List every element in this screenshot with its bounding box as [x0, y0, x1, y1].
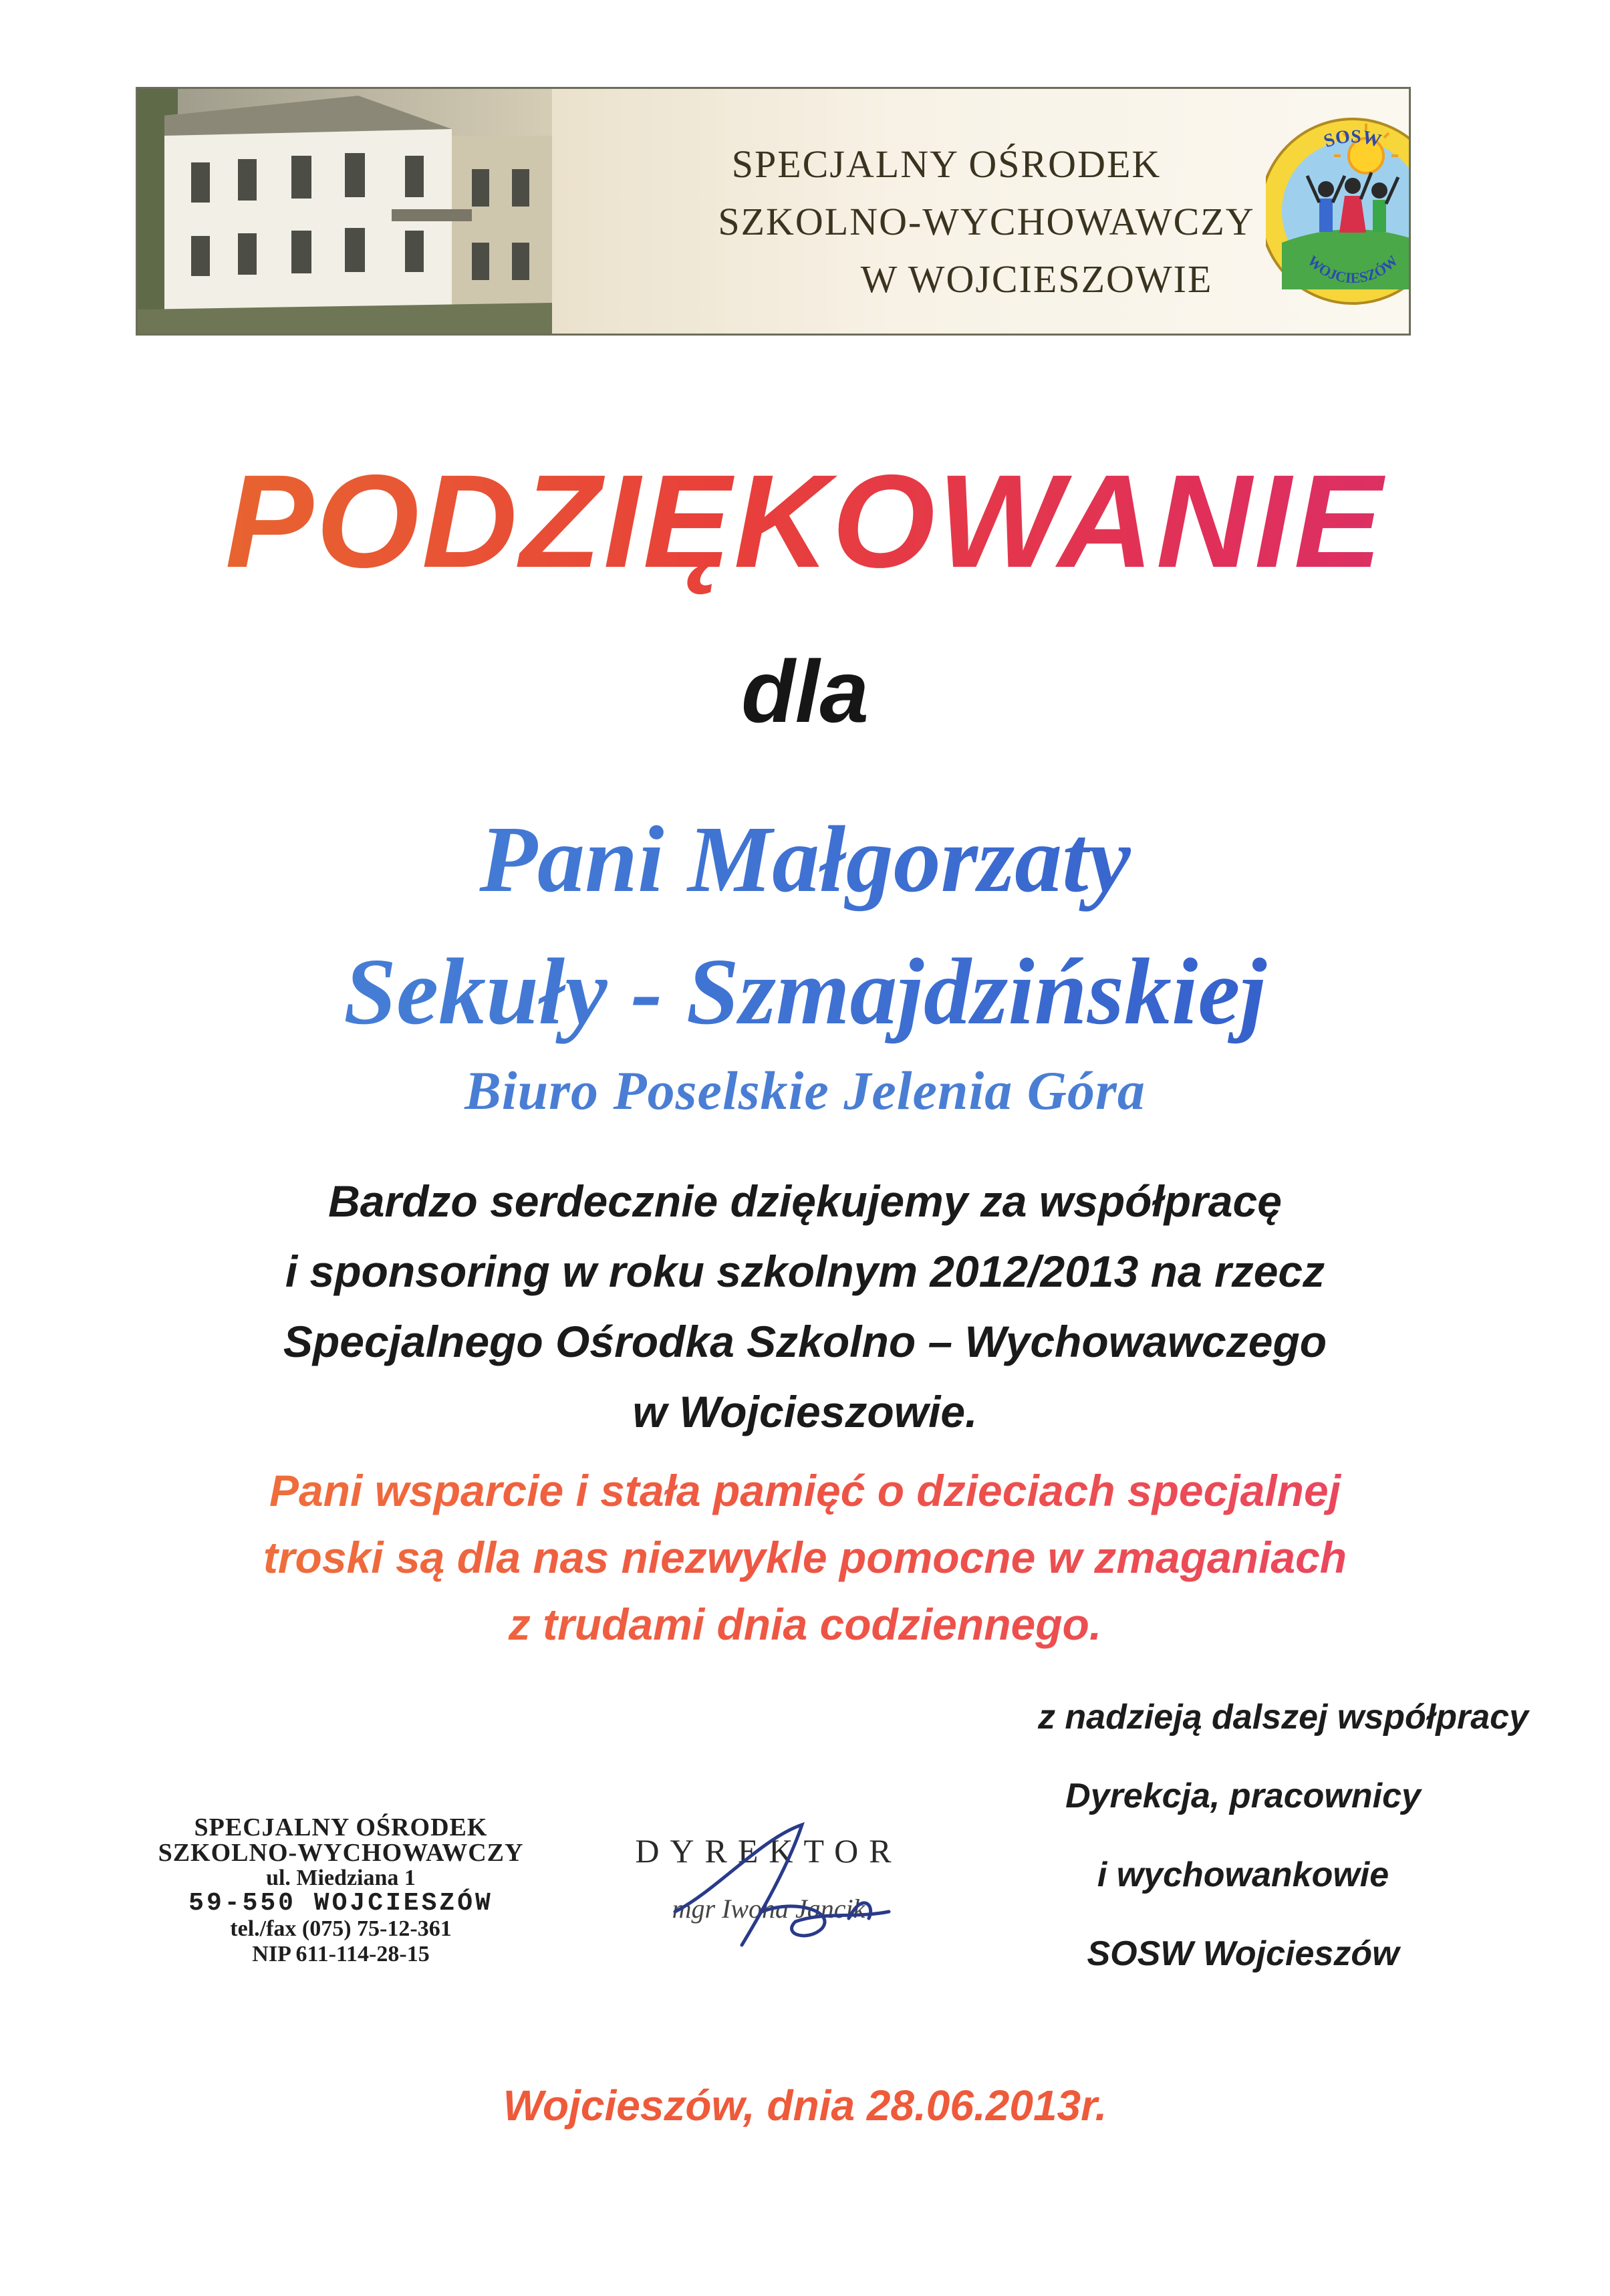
thanks-line: Bardzo serdecznie dziękujemy za współpracę: [328, 1176, 1282, 1226]
banner-line-2: SZKOLNO-WYCHOWAWCZY: [718, 200, 1255, 243]
stamp-line: NIP 611-114-28-15: [252, 1942, 430, 1966]
support-line: Pani wsparcie i stała pamięć o dzieciach specjalnej: [269, 1466, 1341, 1515]
school-logo-icon: [1266, 89, 1411, 334]
closing-line: SOSW Wojcieszów: [1087, 1934, 1399, 1973]
thanks-line: i sponsoring w roku szkolnym 2012/2013 na rzecz: [285, 1247, 1325, 1296]
school-name-banner: [712, 136, 1260, 308]
recipient-name-line-1: Pani Małgorzaty: [0, 802, 1610, 916]
school-building-photo: [138, 89, 552, 334]
for-word: dla: [741, 642, 869, 741]
recipient-office: Biuro Poselskie Jelenia Góra: [464, 1060, 1146, 1121]
director-role: DYREKTOR: [635, 1832, 902, 1870]
closing-signoff: [949, 1678, 1537, 1993]
closing-line: Dyrekcja, pracownicy: [1065, 1777, 1421, 1815]
stamp-line: 59-550 WOJCIESZÓW: [188, 1889, 493, 1918]
closing-line: z nadzieją dalszej współpracy: [1037, 1698, 1529, 1737]
stamp-line: ul. Miedziana 1: [266, 1866, 416, 1890]
thanks-line: Specjalnego Ośrodka Szkolno – Wychowawczego: [283, 1317, 1327, 1366]
thanks-paragraph: [0, 1166, 1610, 1447]
header-banner: [136, 87, 1411, 336]
stamp-line: SPECJALNY OŚRODEK: [194, 1813, 488, 1841]
recipient-name-line-2: Sekuły - Szmajdzińskiej: [0, 934, 1610, 1048]
logo-top-text: SOSW: [1321, 126, 1383, 152]
signature-icon: [662, 1811, 902, 1965]
director-name: mgr Iwona Jancik: [672, 1894, 865, 1924]
issue-date: Wojcieszów, dnia 28.06.2013r.: [503, 2081, 1107, 2130]
closing-line: i wychowankowie: [1097, 1856, 1389, 1894]
banner-line-3: W WOJCIESZOWIE: [860, 257, 1213, 301]
certificate-title: PODZIĘKOWANIE: [0, 448, 1610, 595]
stamp-line: tel./fax (075) 75-12-361: [230, 1916, 452, 1941]
logo-bottom-text: WOJCIESZÓW: [1304, 252, 1401, 287]
banner-line-1: SPECJALNY OŚRODEK: [731, 142, 1162, 186]
school-stamp: [154, 1815, 528, 1967]
support-paragraph: [0, 1457, 1610, 1658]
stamp-line: SZKOLNO-WYCHOWAWCZY: [158, 1839, 524, 1867]
support-line: z trudami dnia codziennego.: [508, 1600, 1102, 1649]
thanks-line: w Wojcieszowie.: [632, 1387, 978, 1436]
support-line: troski są dla nas niezwykle pomocne w zmaganiach: [263, 1533, 1347, 1582]
